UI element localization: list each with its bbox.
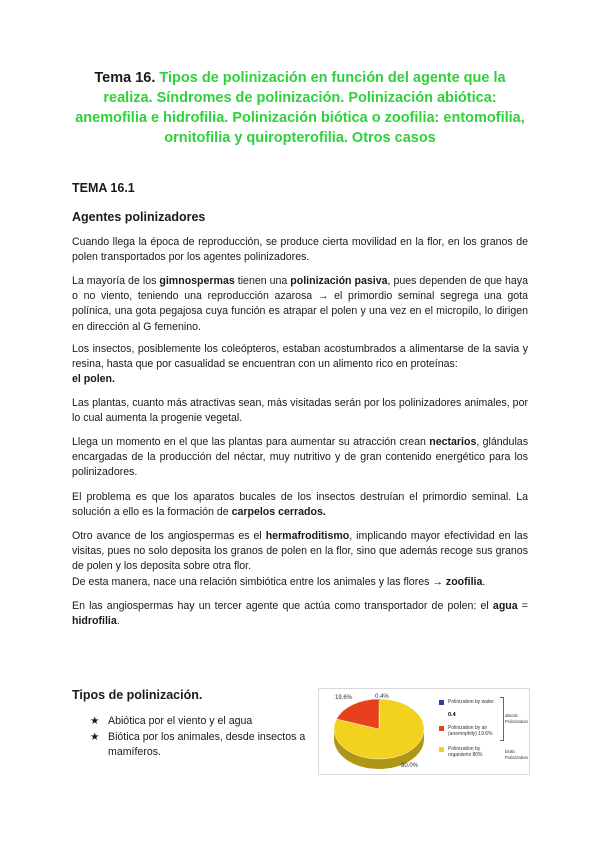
term-agua: agua bbox=[492, 600, 518, 612]
pie-chart bbox=[318, 688, 530, 775]
slice-label-water: 0.4% bbox=[375, 694, 389, 700]
star-icon: ★ bbox=[90, 731, 100, 743]
legend-swatch bbox=[439, 700, 444, 705]
bullet-text: Biótica por los animales, desde insectos a mamíferos. bbox=[108, 731, 306, 758]
term-el-polen: el polen. bbox=[72, 373, 115, 386]
legend-group-biotic: biotic Polinization bbox=[505, 749, 529, 760]
legend-swatch bbox=[439, 747, 444, 752]
legend-group-abiotic: abiotic Polinization bbox=[505, 713, 529, 724]
paragraph-5: Llega un momento en el que las plantas para aumentar su atracción crean nectarios, glándulas encargadas de la producción del néctar, muy nutritivo y de gran contenido energético para los polinizadores. bbox=[72, 436, 528, 479]
term-hermafroditismo: hermafroditismo bbox=[265, 530, 350, 542]
legend-text: Polinization by water bbox=[448, 699, 494, 705]
legend-value: 0.4 bbox=[448, 712, 456, 718]
title-topic: Tipos de polinización en función del agente que la realiza. Síndromes de polinización. Polinización abiótica: anemofilia e hidrofilia. Polinización biótica o zoofilia: entomofilia, ornitofilia y quiropterofilia. Otros casos bbox=[75, 70, 525, 146]
term-polinizacion-pasiva: polinización pasiva bbox=[290, 275, 388, 287]
title-prefix: Tema 16. bbox=[94, 70, 156, 86]
paragraph-3: Los insectos, posiblemente los coleópteros, estaban acostumbrados a alimentarse de la savia y resina, hasta que por casualidad se encuentran con un alimento rico en proteínas: el polen. bbox=[72, 343, 528, 386]
pie-chart-plot bbox=[319, 689, 439, 774]
legend-swatch bbox=[439, 726, 444, 731]
term-zoofilia: zoofilia bbox=[445, 575, 483, 588]
term-hidrofilia: hidrofilia bbox=[72, 615, 117, 628]
term-gimnospermas: gimnospermas bbox=[159, 275, 235, 287]
list-item bbox=[90, 730, 330, 760]
slice-label-air: 19.6% bbox=[335, 695, 353, 701]
star-icon: ★ bbox=[90, 715, 100, 727]
slice-label-organisms: 80.0% bbox=[401, 763, 419, 769]
paragraph-1: Cuando llega la época de reproducción, se produce cierta movilidad en la flor, en los granos de polen transportados por los agentes polinizadores. bbox=[72, 236, 528, 264]
paragraph-6: El problema es que los aparatos bucales de los insectos destruían el primordio seminal. La solución a ello es la formación de carpelos cerrados. bbox=[72, 491, 528, 519]
legend-text: Polinization by organisms 80% bbox=[448, 746, 483, 758]
paragraph-2: La mayoría de los gimnospermas tienen una polinización pasiva, pues dependen de que haya o no viento, teniendo una reproducción azarosa → el primordio seminal segrega una gota polínica, una gota pegajosa cuya función es atrapar el polen y una vez en el micropilo, lo dirigen en dirección al G femenino. bbox=[72, 275, 528, 333]
paragraph-8: En las angiospermas hay un tercer agente que actúa como transportador de polen: el agua = hidrofilia. bbox=[72, 600, 528, 628]
bullet-list bbox=[90, 714, 330, 761]
term-carpelos-cerrados: carpelos cerrados. bbox=[231, 506, 326, 519]
document-title bbox=[70, 68, 530, 148]
paragraph-4: Las plantas, cuanto más atractivas sean, más visitadas serán por los polinizadores animales, por lo cual aumenta la progenie vegetal. bbox=[72, 397, 528, 425]
list-item bbox=[90, 714, 330, 729]
legend-text: Polinization by air (anemophily) 19.6% bbox=[448, 725, 493, 737]
section-heading: TEMA 16.1 bbox=[72, 181, 135, 195]
subheading-agentes: Agentes polinizadores bbox=[72, 210, 206, 224]
term-nectarios: nectarios bbox=[429, 436, 477, 448]
tipos-heading: Tipos de polinización. bbox=[72, 688, 203, 702]
legend-brace bbox=[500, 697, 504, 741]
paragraph-7: Otro avance de los angiospermas es el hermafroditismo, implicando mayor efectividad en las visitas, pues no solo deposita los granos de polen en la flor, sino que además recoge sus granos de polen y los deposita sobre otra flor. De esta manera, nace una relación simbiótica entre los animales y las flores → zoofilia. bbox=[72, 530, 528, 588]
bullet-text: Abiótica por el viento y el agua bbox=[108, 715, 253, 727]
